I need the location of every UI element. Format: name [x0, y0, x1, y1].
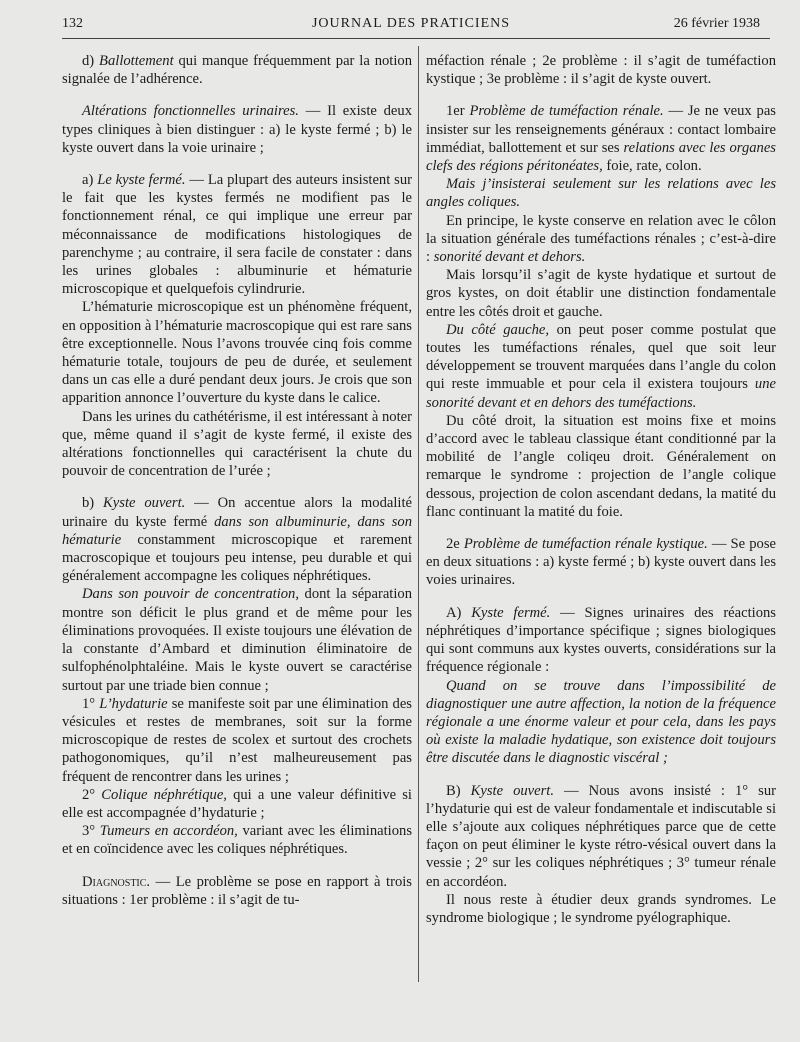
paragraph: En principe, le kyste conserve en relation avec le côlon la situation générale des tuméfactions rénales ; c’est-à-dire : sonorité devant et dehors.: [426, 212, 776, 266]
paragraph: Diagnostic. — Le problème se pose en rapport à trois situations : 1er problème : il s’agit de tu-: [62, 873, 412, 908]
header-rule: [62, 38, 770, 39]
paragraph: B) Kyste ouvert. — Nous avons insisté : 1° sur l’hydaturie qui est de valeur fondamentale et indiscutable si elle s’ajoute aux coliques néphrétiques parce que de cette façon on peut éliminer le kyste rétro-vésical ouvert dans la vessie ; 2° sur les coliques néphrétiques ; 3° tumeur rénale en accordéon.: [426, 782, 776, 890]
paragraph: d) Ballottement qui manque fréquemment par la notion signalée de l’adhérence.: [62, 53, 413, 88]
paragraph: 2e Problème de tuméfaction rénale kystique. — Se pose en deux situations : a) kyste fermé ; b) kyste ouvert dans les voies urinaires.: [426, 536, 776, 589]
paragraph: 2° Colique néphrétique, qui a une valeur définitive si elle est accompagnée d’hydaturie ;: [62, 786, 412, 821]
right-column: [426, 52, 776, 927]
column-divider: [418, 46, 419, 982]
paragraph: Du côté gauche, on peut poser comme postulat que toutes les tuméfactions rénales, quel que soit leur développement se trouvent marquées dans l’angle du colon qui reste immuable et pour cela il existera toujours une sonorité devant et en dehors des tuméfactions.: [426, 321, 776, 411]
paragraph: Dans son pouvoir de concentration, dont la séparation montre son déficit le plus grand et de même pour les éliminations provoquées. Il existe toujours une élévation de la constante d’Ambard et diminution éliminatoire de sulfophénolphtaléine. Mais le kyste ouvert se caractérise surtout par une triade bien connue ;: [62, 586, 412, 694]
paragraph: a) Le kyste fermé. — La plupart des auteurs insistent sur le fait que les kystes fermés ne modifient pas le fonctionnement rénal, ce qui implique une erreur par méconnaissance de modifications histologiques de parenchyme ; au contraire, il sera facile de constater : dans les urines globales : albuminurie et hématurie microscopique et quelquefois cylindrurie.: [62, 172, 412, 298]
journal-title: JOURNAL DES PRATICIENS: [311, 16, 511, 31]
paragraph: Quand on se trouve dans l’impossibilité de diagnostiquer une autre affection, la notion de la fréquence régionale a une énorme valeur et pour cela, dans les pays où existe la maladie hydatique, son existence doit toujours être discutée dans le diagnostic viscéral ;: [426, 677, 776, 767]
page-number: 132: [62, 16, 83, 31]
issue-date: 26 février 1938: [673, 16, 760, 31]
paragraph: Altérations fonctionnelles urinaires. — Il existe deux types cliniques à bien distinguer : a) le kyste fermé ; b) le kyste ouvert dans la voie urinaire ;: [62, 103, 412, 156]
paragraph: 1° L’hydaturie se manifeste soit par une élimination des vésicules et restes de membranes, soit sur la forme microscopique de restes de scolex et surtout des crochets pathogonomiques, qu’il n’est malheureusement pas fréquent de rencontrer dans les urines ;: [62, 695, 412, 785]
paragraph: méfaction rénale ; 2e problème : il s’agit de tuméfaction kystique ; 3e problème : il s’agit de kyste ouvert.: [426, 53, 776, 88]
paragraph: 1er Problème de tuméfaction rénale. — Je ne veux pas insister sur les renseignements généraux : contact lombaire immédiat, ballottement et sur ses relations avec les organes clefs des régions péritonéates, foie, rate, colon.: [426, 103, 776, 175]
left-column: [62, 52, 412, 909]
paragraph: Mais lorsqu’il s’agit de kyste hydatique et surtout de gros kystes, on doit établir une distinction fondamentale entre les côtés droit et gauche.: [426, 267, 776, 320]
paragraph: b) Kyste ouvert. — On accentue alors la modalité urinaire du kyste fermé dans son albuminurie, dans son hématurie constamment microscopique et rarement macroscopique et toujours peu intense, peu durable et qui généralement accompagne les coliques néphrétiques.: [62, 495, 412, 585]
paragraph: Il nous reste à étudier deux grands syndromes. Le syndrome biologique ; le syndrome pyélographique.: [426, 891, 776, 926]
paragraph: Dans les urines du cathétérisme, il est intéressant à noter que, même quand il s’agit de kyste fermé, il existe des altérations fonctionnelles qui caractérisent la chute du pouvoir de concentration de l’urée ;: [62, 408, 412, 480]
paragraph: Mais j’insisterai seulement sur les relations avec les angles coliques.: [426, 176, 776, 211]
running-header: [62, 14, 760, 38]
paragraph: Du côté droit, la situation est moins fixe et moins d’accord avec le tableau classique étant conditionné par la mobilité de l’angle coliqeu droit. Généralement on remarque le syndrome : projection de l’angle colique dessous, projection de colon ascendant dedans, la matité du flanc continuant la matité du foie.: [426, 412, 776, 520]
paragraph: 3° Tumeurs en accordéon, variant avec les éliminations et en coïncidence avec les coliques néphrétiques.: [62, 823, 412, 858]
paragraph: L’hématurie microscopique est un phénomène fréquent, en opposition à l’hématurie macroscopique qui est rare sans être exceptionnelle. Nous l’avons trouvée cinq fois comme hématurie totale, toujours de peu de durée, et seulement dans un cas elle a duré pendant deux jours. Je crois que son apparition annonce l’ouverture du kyste dans le calice.: [62, 299, 412, 407]
paragraph: A) Kyste fermé. — Signes urinaires des réactions néphrétiques d’importance spécifique ; signes biologiques qui sont communs aux kystes ouverts, considérations sur la fréquence régionale :: [426, 604, 776, 676]
